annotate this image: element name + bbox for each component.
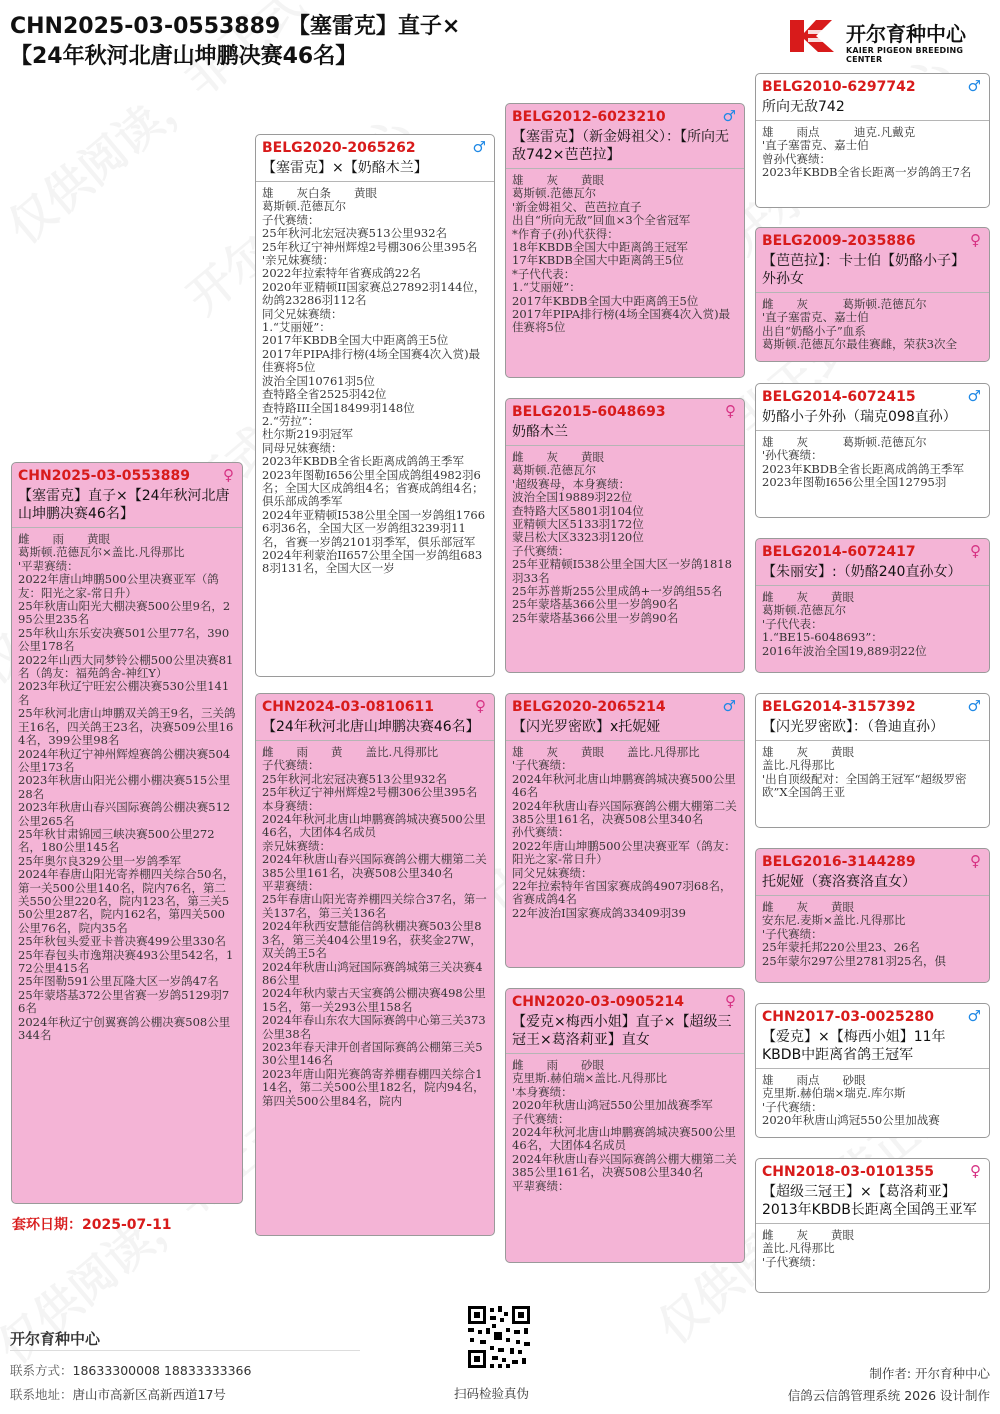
ancestor-card[interactable] <box>755 227 990 362</box>
address-label: 联系地址： <box>10 1387 73 1402</box>
ring-number: BELG2015-6048693 <box>512 404 666 420</box>
card-body: 雌 雨 黄 盖比.凡得那比 子代赛绩： 25年秋河北宏冠决赛513公里932名 25年秋辽宁神州辉煌2号棚306公里395名 本身赛绩： 2024年秋河北唐山坤鹏赛鸽城决赛500公里46名，大团体4名成员 亲兄妹赛绩： 2024年秋唐山春兴国际赛鸽公棚大棚第二关385公里161名，决赛508公里340名 平辈赛绩： 25年春唐山阳光寄养棚四关综合37名，第一关137名，第三关136名 2024年秋西安慧能信鸽秋棚决赛503公里83名，第三关404公里19名，获奖金27W，双关鸽王5名 2024年秋唐山鸿冠国际赛鸽城第三关决赛486公里 2024年秋内蒙古天宝赛鸽公棚决赛498公里15名，第一关293公里158名 2024年春山东农大国际赛鸽中心第三关373公里38名 2023年春天津开创者国际赛鸽公棚第三关530公里146名 2023年唐山阳光赛鸽寄养棚春棚四关综合114名，第二关500公里182名，院内94名，第四关500公里84名，院内 <box>262 745 487 1108</box>
card-body: 雄 雨点 砂眼 克里斯.赫伯瑞×瑞克.库尔斯 '子代赛绩： 2020年秋唐山鸿冠550公里加战赛 <box>762 1073 940 1128</box>
card-title: 【爱克×梅西小姐】直子×【超级三冠王×葛洛莉亚】直女 <box>506 1011 744 1054</box>
card-body: 雄 灰 黄眼 盖比.凡得那比 '出自顶级配对：全国鸽王冠军“超级罗密欧”X全国鸽王亚 <box>762 745 967 800</box>
qr-code-icon[interactable] <box>466 1304 532 1370</box>
card-title: 【朱丽安】:（奶酪240直孙女） <box>756 561 989 586</box>
card-header <box>12 463 242 485</box>
ring-number: CHN2017-03-0025280 <box>762 1009 934 1025</box>
ancestor-card[interactable] <box>755 538 990 673</box>
ancestor-card[interactable] <box>755 1003 990 1138</box>
footer-address <box>10 1385 226 1403</box>
card-header <box>506 104 744 126</box>
female-icon: ♀ <box>475 697 486 715</box>
male-icon: ♂ <box>967 697 981 715</box>
card-body: 雌 灰 黄眼 安东尼.麦斯×盖比.凡得那比 '子代赛绩： 25年蒙托邦220公里23、26名 25年蒙尔297公里2781羽25名，俱 <box>762 900 946 968</box>
divider <box>10 1350 360 1351</box>
qr-caption: 扫码检验真伪 <box>454 1386 530 1401</box>
footer-system: 信鸽云信鸽管理系统 2026 设计制作 <box>787 1388 990 1403</box>
ancestor-card[interactable] <box>755 73 990 208</box>
ancestor-card[interactable] <box>755 1158 990 1293</box>
logo-en-text: KAIER PIGEON BREEDING CENTER <box>846 46 964 64</box>
logo-mark-icon <box>786 16 840 56</box>
dam-card[interactable] <box>255 693 495 1236</box>
female-icon: ♀ <box>725 402 736 420</box>
card-body: 雌 雨 黄眼 葛斯顿.范德瓦尔×盖比.凡得那比 '平辈赛绩： 2022年唐山坤鹏500公里决赛亚军（鸽友：阳光之家-常日升） 25年秋唐山阳光大棚决赛500公里9名，295公里235名 25年秋山东乐安决赛501公里77名，390公里178名 2022年山西大同梦铃公棚500公里决赛81名（鸽友：福苑鸽舍-神红Y） 2023年秋辽宁旺宏公棚决赛530公里141名 25年秋河北唐山坤鹏双关鸽王9名，三关鸽王16名，四关鸽王23名，决赛509公里164名，399公里98名 2024年秋辽宁神州辉煌赛鸽公棚决赛504公里173名 2023年秋唐山阳光公棚小棚决赛515公里28名 2023年秋唐山春兴国际赛鸽公棚决赛512公里265名 25年秋甘肃锦园三峡决赛500公里272名，180公里145名 25年奥尔良329公里一岁鸽季军 2024年春唐山阳光寄养棚四关综合50名，第一关500公里140名，院内76名，第二关550公里220名，院内123名，第三关550公里287名，院内162名，第四关500公里76名，院内35名 25年秋包头爱亚卡普决赛499公里330名 25年春包头市逸翔决赛493公里542名，172公里415名 25年图勒591公里瓦隆大区一岁鸽47名 25年蒙塔基372公里省赛一岁鸽5129羽76名 2024年秋辽宁创翼赛鸽公棚决赛508公里344名 <box>18 532 236 1043</box>
male-icon: ♂ <box>967 387 981 405</box>
female-icon: ♀ <box>725 992 736 1010</box>
male-icon: ♂ <box>967 1007 981 1025</box>
female-icon: ♀ <box>223 466 234 484</box>
card-header <box>756 694 989 716</box>
card-title: 所向无敌742 <box>756 96 989 121</box>
card-body: 雄 灰白条 黄眼 葛斯顿.范德瓦尔 子代赛绩： 25年秋河北宏冠决赛513公里932名 25年秋辽宁神州辉煌2号棚306公里395名 '亲兄妹赛绩： 2022年拉索特年省赛成鸽22名 2020年亚精顿II国家赛总27892羽144位，幼鸽23286羽112名 同父兄妹赛绩： 1.“艾丽娅”： 2017年KBDB全国大中距离鸽王5位 2017年PIPA排行榜(4场全国赛4次入赏)最佳赛将5位 波治全国10761羽5位 查特路全省2525羽42位 查特路III全国18499羽148位 2.“劳拉”： 杜尔斯219羽冠军 同母兄妹赛绩： 2023年KBDB全省长距离成鸽鸽王季军 2023年图勒I656公里全国成鸽组4982羽6名；全国大区成鸽组4名；省赛成鸽组4名；俱乐部成鸽季军 2024年亚精顿I538公里全国一岁鸽组17666羽36名，全国大区一岁鸽组3239羽11名，省赛一岁鸽2101羽季军，俱乐部冠军 2024年利蒙治II657公里全国一岁鸽组6838羽131名，全国大区一岁 <box>262 186 486 576</box>
card-title: 【塞雷克】（新金姆祖父）：【所向无敌742×芭芭拉】 <box>506 126 744 169</box>
female-icon: ♀ <box>970 852 981 870</box>
card-title: 【芭芭拉】：卡士伯【奶酪小子】 外孙女 <box>756 250 989 293</box>
subject-card[interactable] <box>11 462 243 1204</box>
ring-number: BELG2010-6297742 <box>762 79 916 95</box>
ring-number: BELG2009-2035886 <box>762 233 916 249</box>
card-title: 【超级三冠王】×【葛洛莉亚】2013年KBDB长距离全国鸽王亚军 <box>756 1181 989 1224</box>
card-header <box>756 1004 989 1026</box>
logo-cn-text: 开尔育种中心 <box>846 22 966 46</box>
sire-card[interactable] <box>255 134 495 677</box>
card-title: 【24年秋河北唐山坤鹏决赛46名】 <box>256 716 494 741</box>
ring-number: CHN2020-03-0905214 <box>512 994 684 1010</box>
ring-number: BELG2020-2065262 <box>262 140 416 156</box>
card-body: 雌 灰 葛斯顿.范德瓦尔 '直子塞雷克、嘉士伯 出自“奶酪小子”血系 葛斯顿.范德瓦尔最佳赛雌，荣获3次全 <box>762 297 957 352</box>
address-value: 唐山市高新区高新西道17号 <box>72 1387 226 1402</box>
ring-date: 套环日期：2025-07-11 <box>12 1217 172 1233</box>
footer-phone <box>10 1361 251 1379</box>
ancestor-card[interactable] <box>755 693 990 828</box>
male-icon: ♂ <box>722 107 736 125</box>
ring-number: CHN2018-03-0101355 <box>762 1164 934 1180</box>
ancestor-card[interactable] <box>755 848 990 983</box>
card-header <box>256 135 494 157</box>
female-icon: ♀ <box>970 231 981 249</box>
phone-value: 18633300008 18833333366 <box>72 1363 252 1378</box>
card-header <box>756 228 989 250</box>
card-header <box>506 989 744 1011</box>
female-icon: ♀ <box>970 542 981 560</box>
card-title: 【闪光罗密欧】x托妮娅 <box>506 716 744 741</box>
card-header <box>756 74 989 96</box>
page-title: CHN2025-03-0553889 【塞雷克】直子×【24年秋河北唐山坤鹏决赛46名】 <box>10 14 461 69</box>
ring-number: CHN2024-03-0810611 <box>262 699 434 715</box>
ring-number: CHN2025-03-0553889 <box>18 468 190 484</box>
card-header <box>756 849 989 871</box>
card-body: 雌 雨 砂眼 克里斯.赫伯瑞×盖比.凡得那比 '本身赛绩： 2020年秋唐山鸿冠550公里加战赛季军 子代赛绩： 2024年秋河北唐山坤鹏赛鸽城决赛500公里46名，大团体4名成员 2024年秋唐山春兴国际赛鸽公棚大棚第二关385公里161名，决赛508公里340名 平辈赛绩： <box>512 1058 737 1193</box>
granddam-paternal-card[interactable] <box>505 398 745 673</box>
card-body: 雌 灰 黄眼 盖比.凡得那比 '子代赛绩： <box>762 1228 854 1269</box>
card-title: 奶酪木兰 <box>506 421 744 446</box>
company-logo <box>786 16 991 64</box>
footer-maker: 制作者: 开尔育种中心 <box>869 1366 990 1381</box>
phone-label: 联系方式： <box>10 1363 73 1378</box>
card-body: 雄 灰 黄眼 盖比.凡得那比 '子代赛绩： 2024年秋河北唐山坤鹏赛鸽城决赛500公里46名 2024年秋唐山春兴国际赛鸽公棚大棚第二关385公里161名，决赛508公里340名 孙代赛绩： 2022年唐山坤鹏500公里决赛亚军（鸽友：阳光之家-常日升） 同父兄妹赛绩： 22年拉索特年省国家赛成鸽4907羽68名，省赛成鸽4名 22年波治I国家赛成鸽33409羽39 <box>512 745 737 920</box>
card-body: 雄 雨点 迪克.凡戴克 '直子塞雷克、嘉士伯 曾孙代赛绩： 2023年KBDB全省长距离一岁鸽鸽王7名 <box>762 125 972 180</box>
ring-number: BELG2014-6072417 <box>762 544 916 560</box>
ring-number: BELG2014-3157392 <box>762 699 916 715</box>
grandsire-paternal-card[interactable] <box>505 103 745 378</box>
card-title: 【塞雷克】×【奶酪木兰】 <box>256 157 494 182</box>
card-header <box>506 694 744 716</box>
card-title: 【塞雷克】直子×【24年秋河北唐山坤鹏决赛46名】 <box>12 485 242 528</box>
card-header <box>756 1159 989 1181</box>
card-body: 雄 灰 葛斯顿.范德瓦尔 '孙代赛绩： 2023年KBDB全省长距离成鸽鸽王季军 2023年图勒I656公里全国12795羽 <box>762 435 964 490</box>
card-body: 雌 灰 黄眼 葛斯顿.范德瓦尔 '超级赛母，本身赛绩： 波治全国19889羽22位 查特路大区5801羽104位 亚精顿大区5133羽172位 蒙吕松大区3323羽120位 子代赛绩： 25年亚精顿I538公里全国大区一岁鸽1818羽33名 25年苏普斯255公里成鸽+一岁鸽组55名 25年蒙塔基366公里一岁鸽90名 25年蒙塔基366公里一岁鸽90名 <box>512 450 732 625</box>
male-icon: ♂ <box>967 77 981 95</box>
grandsire-maternal-card[interactable] <box>505 693 745 968</box>
card-body: 雄 灰 黄眼 葛斯顿.范德瓦尔 '新金姆祖父、芭芭拉直子 出自“所向无敌”回血×3个全省冠军 *作育子(孙)代获得： 18年KBDB全国大中距离鸽王冠军 17年KBDB全国大中距离鸽王5位 *子代代表： 1.“艾丽娅”： 2017年KBDB全国大中距离鸽王5位 2017年PIPA排行榜(4场全国赛4次入赏)最佳赛将5位 <box>512 173 731 335</box>
footer-company: 开尔育种中心 <box>10 1330 101 1348</box>
card-title: 托妮娅（赛洛赛洛直女） <box>756 871 989 896</box>
card-header <box>506 399 744 421</box>
granddam-maternal-card[interactable] <box>505 988 745 1263</box>
ring-number: BELG2020-2065214 <box>512 699 666 715</box>
female-icon: ♀ <box>970 1162 981 1180</box>
card-title: 【闪光罗密欧】：（鲁迪直孙） <box>756 716 989 741</box>
card-header <box>256 694 494 716</box>
card-body: 雌 灰 黄眼 葛斯顿.范德瓦尔 '子代代表： 1.“BE15-6048693”： 2016年波治全国19,889羽22位 <box>762 590 927 658</box>
male-icon: ♂ <box>722 697 736 715</box>
card-header <box>756 539 989 561</box>
ancestor-card[interactable] <box>755 383 990 518</box>
ring-number: BELG2016-3144289 <box>762 854 916 870</box>
male-icon: ♂ <box>472 138 486 156</box>
card-header <box>756 384 989 406</box>
card-title: 奶酪小子外孙（瑞克098直孙） <box>756 406 989 431</box>
ring-number: BELG2014-6072415 <box>762 389 916 405</box>
ring-number: BELG2012-6023210 <box>512 109 666 125</box>
card-title: 【爱克】×【梅西小姐】11年KBDB中距离省鸽王冠军 <box>756 1026 989 1069</box>
